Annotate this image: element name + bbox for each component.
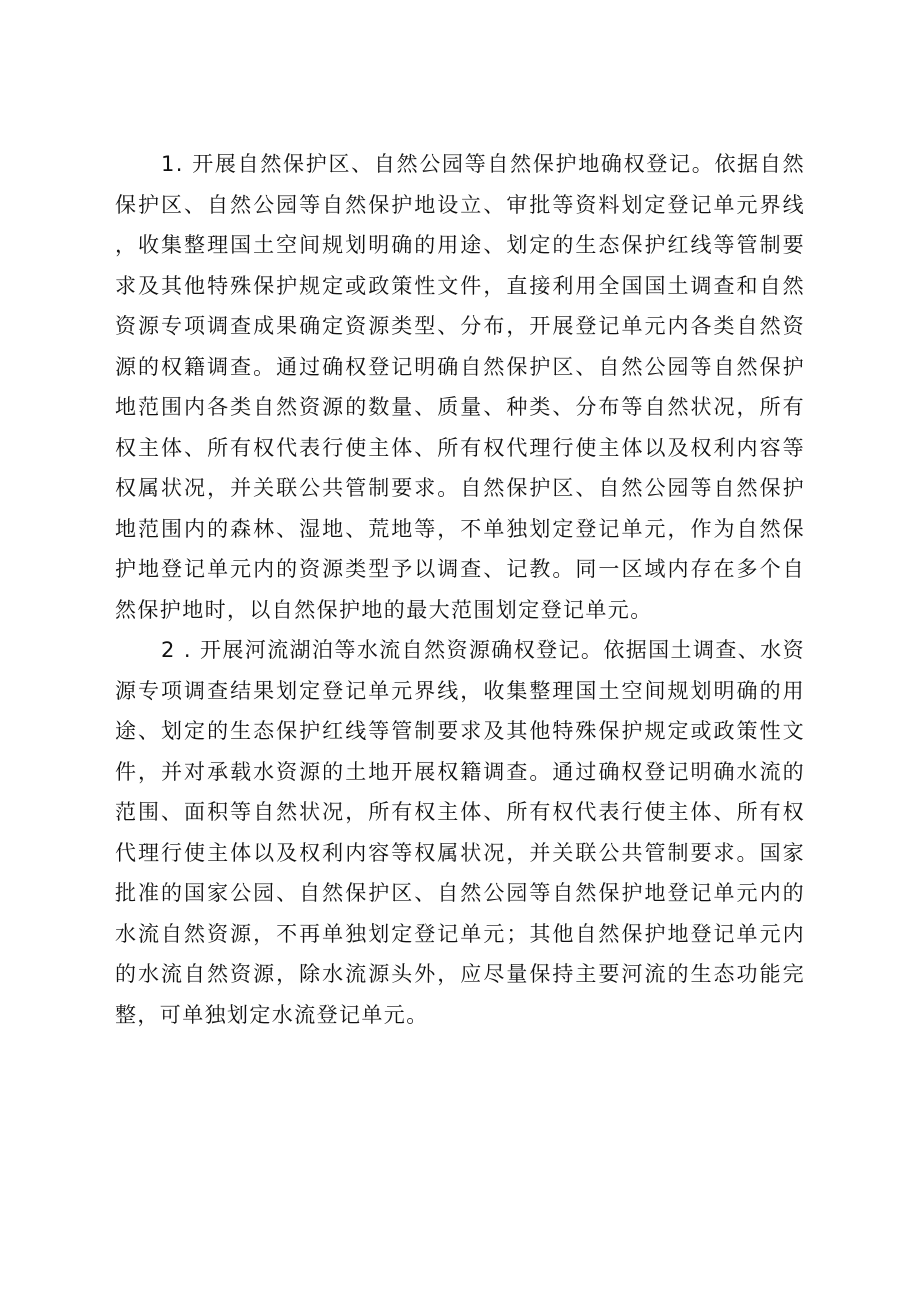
document-body (115, 144, 805, 1035)
paragraph-water-resources: 2 . 开展河流湖泊等水流自然资源确权登记。依据国土调查、水资源专项调查结果划定登记单元界线，收集整理国土空间规划明确的用途、划定的生态保护红线等管制要求及其他特殊保护规定或政策性文件，并对承载水资源的土地开展权籍调查。通过确权登记明确水流的范围、面积等自然状况，所有权主体、所有权代表行使主体、所有权代理行使主体以及权利内容等权属状况，并关联公共管制要求。国家批准的国家公园、自然保护区、自然公园等自然保护地登记单元内的水流自然资源，不再单独划定登记单元；其他自然保护地登记单元内的水流自然资源，除水流源头外，应尽量保持主要河流的生态功能完整，可单独划定水流登记单元。 (115, 638, 805, 1027)
paragraph-protected-areas: 1. 开展自然保护区、自然公园等自然保护地确权登记。依据自然保护区、自然公园等自然保护地设立、审批等资料划定登记单元界线，收集整理国土空间规划明确的用途、划定的生态保护红线等管制要求及其他特殊保护规定或政策性文件，直接利用全国国土调查和自然资源专项调查成果确定资源类型、分布，开展登记单元内各类自然资源的权籍调查。通过确权登记明确自然保护区、自然公园等自然保护地范围内各类自然资源的数量、质量、种类、分布等自然状况，所有权主体、所有权代表行使主体、所有权代理行使主体以及权利内容等权属状况，并关联公共管制要求。自然保护区、自然公园等自然保护地范围内的森林、湿地、荒地等，不单独划定登记单元，作为自然保护地登记单元内的资源类型予以调查、记教。同一区域内存在多个自然保护地时，以自然保护地的最大范围划定登记单元。 (115, 152, 805, 622)
